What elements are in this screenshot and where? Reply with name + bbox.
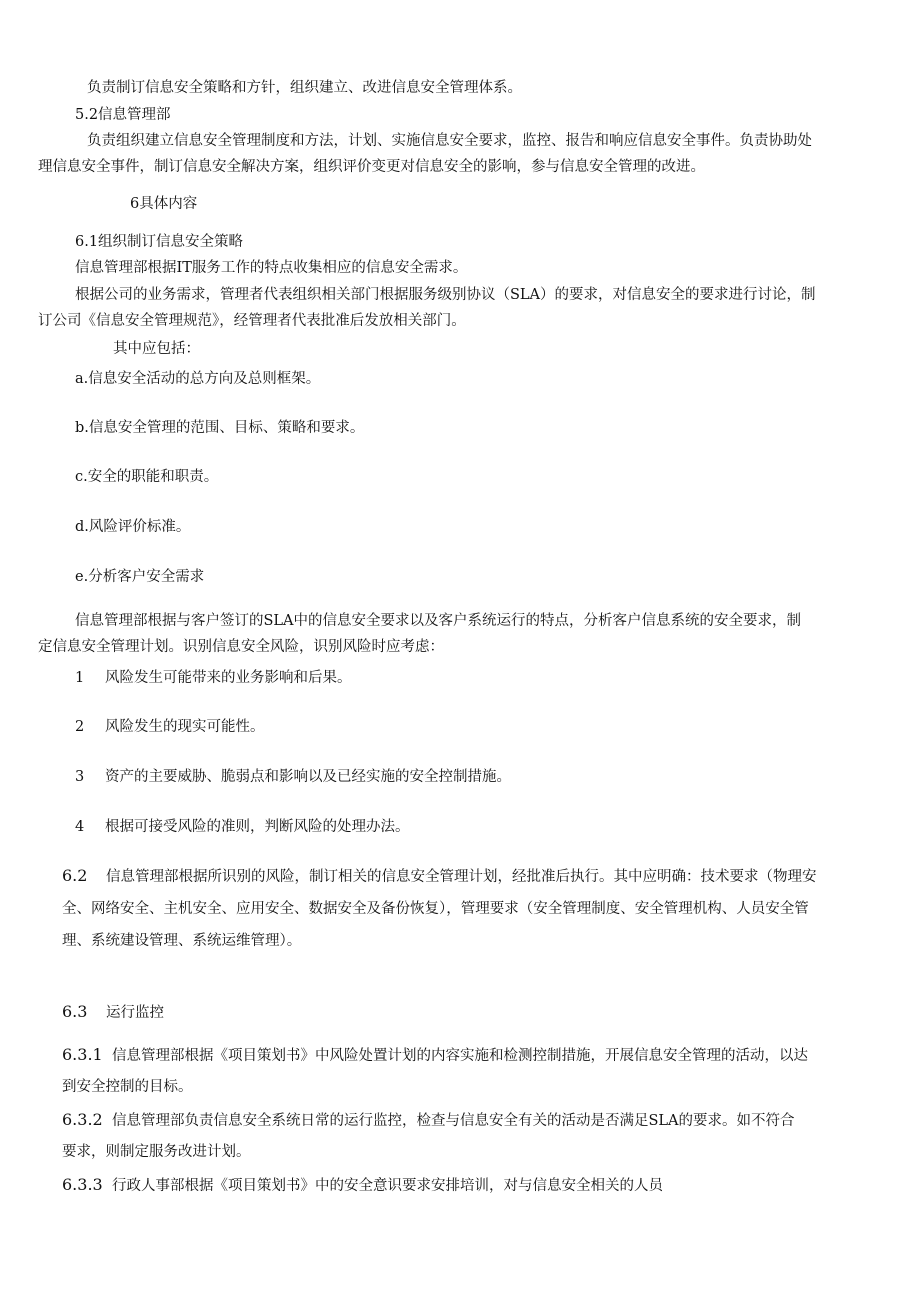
list-item: c.安全的职能和职责。: [75, 469, 219, 485]
paragraph-line: 到安全控制的目标。: [62, 1079, 193, 1095]
section-number: 6.3: [62, 1002, 88, 1021]
paragraph-line: 理、系统建设管理、系统运维管理）。: [62, 933, 302, 949]
paragraph-line: 信息管理部根据IT服务工作的特点收集相应的信息安全需求。: [75, 260, 468, 276]
paragraph-line: 根据公司的业务需求，管理者代表组织相关部门根据服务级别协议（SLA）的要求，对信息安全的要求进行讨论，制: [75, 287, 816, 303]
paragraph-line: 要求，则制定服务改进计划。: [62, 1144, 251, 1160]
section-text: 信息管理部根据《项目策划书》中风险处置计划的内容实施和检测控制措施，开展信息安全管理的活动，以达: [112, 1048, 808, 1064]
section-number: 6.3.1: [62, 1045, 103, 1064]
section-6-2-line: [62, 865, 817, 888]
section-6-3-1-line: [62, 1044, 808, 1067]
section-heading-6-1: 6.1组织制订信息安全策略: [75, 234, 244, 250]
list-item-number: 3: [75, 769, 85, 785]
list-item: [75, 816, 410, 838]
paragraph-line: 其中应包括：: [113, 341, 200, 357]
paragraph-line: 负责组织建立信息安全管理制度和方法，计划、实施信息安全要求，监控、报告和响应信息安全事件。负责协助处: [87, 133, 812, 149]
paragraph-line: 信息管理部根据与客户签订的SLA中的信息安全要求以及客户系统运行的特点，分析客户信息系统的安全要求，制: [75, 613, 802, 629]
list-item: [75, 716, 265, 738]
section-6-3-3-line: [62, 1174, 663, 1197]
list-item: d.风险评价标准。: [75, 519, 191, 535]
section-number: 6.3.3: [62, 1175, 103, 1194]
list-item-number: 1: [75, 670, 85, 686]
list-item: a.信息安全活动的总方向及总则框架。: [75, 371, 321, 387]
section-text: 信息管理部负责信息安全系统日常的运行监控，检查与信息安全有关的活动是否满足SLA的要求。如不符合: [112, 1113, 795, 1129]
list-item: b.信息安全管理的范围、目标、策略和要求。: [75, 420, 365, 436]
section-heading-6: 6具体内容: [130, 196, 198, 212]
section-text: 行政人事部根据《项目策划书》中的安全意识要求安排培训，对与信息安全相关的人员: [112, 1178, 663, 1194]
paragraph-line: 订公司《信息安全管理规范》，经管理者代表批准后发放相关部门。: [38, 313, 466, 329]
paragraph-line: 全、网络安全、主机安全、应用安全、数据安全及备份恢复），管理要求（安全管理制度、安全管理机构、人员安全管: [62, 901, 809, 917]
paragraph-line: 定信息安全管理计划。识别信息安全风险，识别风险时应考虑：: [38, 639, 444, 655]
paragraph-line: 负责制订信息安全策略和方针，组织建立、改进信息安全管理体系。: [87, 80, 522, 96]
section-number: 6.2: [62, 866, 88, 885]
list-item-number: 2: [75, 719, 85, 735]
section-text: 信息管理部根据所识别的风险，制订相关的信息安全管理计划，经批准后执行。其中应明确：技术要求（物理安: [106, 869, 817, 885]
section-heading-6-3: [62, 1001, 164, 1024]
list-item-text: 资产的主要威胁、脆弱点和影响以及已经实施的安全控制措施。: [105, 769, 511, 785]
section-number: 6.3.2: [62, 1110, 103, 1129]
list-item-text: 风险发生的现实可能性。: [105, 719, 265, 735]
list-item-text: 根据可接受风险的准则，判断风险的处理办法。: [105, 819, 410, 835]
list-item: e.分析客户安全需求: [75, 569, 205, 585]
section-title: 运行监控: [106, 1005, 164, 1021]
section-6-3-2-line: [62, 1109, 795, 1132]
list-item: [75, 667, 352, 689]
list-item-number: 4: [75, 819, 85, 835]
list-item: [75, 766, 511, 788]
section-heading-5-2: 5.2信息管理部: [75, 107, 171, 123]
list-item-text: 风险发生可能带来的业务影响和后果。: [105, 670, 352, 686]
paragraph-line: 理信息安全事件，制订信息安全解决方案，组织评价变更对信息安全的影响，参与信息安全管理的改进。: [38, 159, 705, 175]
